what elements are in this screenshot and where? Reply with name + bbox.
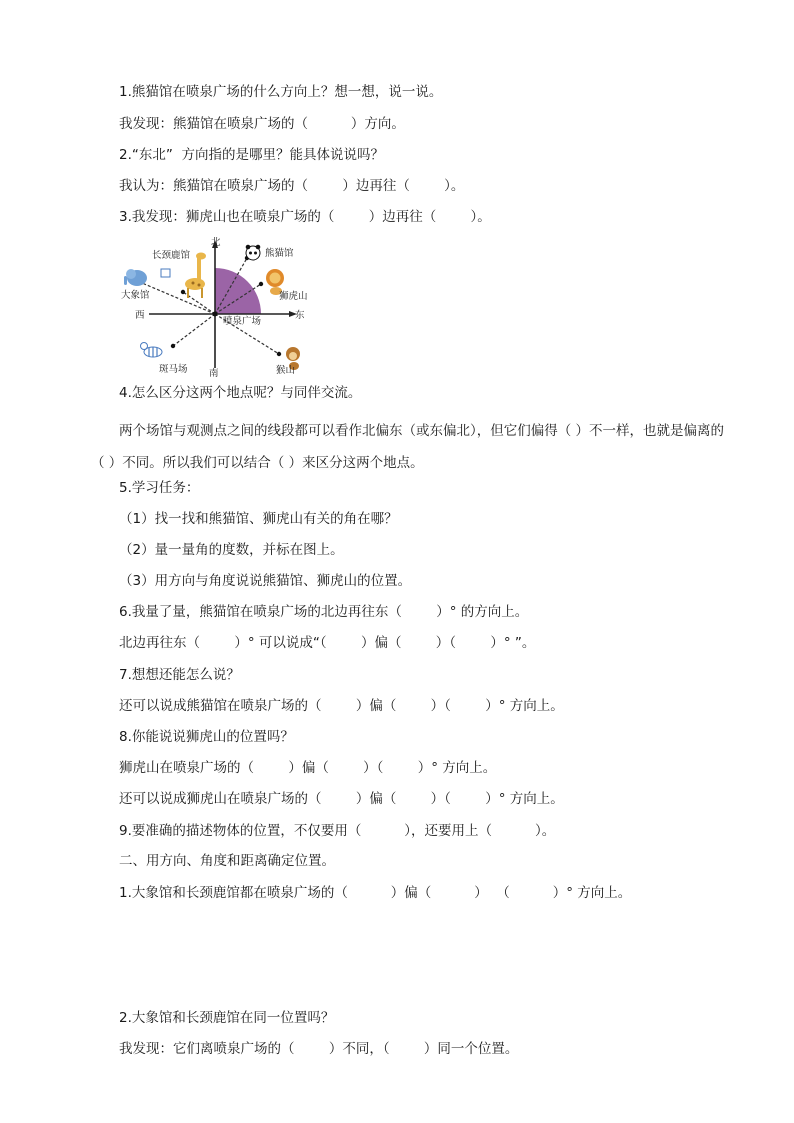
- label-west: 西: [135, 310, 145, 321]
- answer-8b: 还可以说成狮虎山在喷泉广场的（ ）偏（ ）（ ）° 方向上。: [119, 791, 564, 807]
- question-7: 7.想想还能怎么说？: [119, 667, 240, 683]
- question-2: 2.“东北” 方向指的是哪里？能具体说说吗？: [119, 147, 384, 163]
- label-zebra: 斑马场: [159, 364, 188, 375]
- label-center: 喷泉广场: [223, 316, 262, 327]
- answer-2: 我认为：熊猫馆在喷泉广场的（ ）边再往（ ）。: [119, 178, 465, 194]
- label-south: 南: [209, 368, 219, 378]
- question-4: 4.怎么区分这两个地点呢？与同伴交流。: [119, 385, 362, 401]
- center-dot: [213, 312, 218, 317]
- label-north: 北: [211, 237, 221, 248]
- lion-dot: [259, 282, 263, 286]
- label-lion: 狮虎山: [279, 291, 308, 302]
- section-2-answer: 我发现：它们离喷泉广场的（ ）不同，（ ）同一个位置。: [119, 1041, 519, 1057]
- question-1: 1.熊猫馆在喷泉广场的什么方向上？想一想，说一说。: [119, 84, 443, 100]
- answer-8a: 狮虎山在喷泉广场的（ ）偏（ ）（ ）° 方向上。: [119, 760, 497, 776]
- zebra-icon: [141, 343, 163, 358]
- question-9: 9.要准确的描述物体的位置，不仅要用（ ），还要用上（ ）。: [119, 823, 556, 839]
- task-1: （1）找一找和熊猫馆、狮虎山有关的角在哪？: [119, 511, 398, 527]
- label-panda: 熊猫馆: [265, 248, 294, 259]
- direction-diagram: [115, 236, 325, 378]
- answer-7: 还可以说成熊猫馆在喷泉广场的（ ）偏（ ）（ ）° 方向上。: [119, 698, 564, 714]
- task-3: （3）用方向与角度说说熊猫馆、狮虎山的位置。: [119, 573, 412, 589]
- zebra-dot: [171, 344, 175, 348]
- panda-icon: [246, 245, 261, 260]
- label-east: 东: [295, 310, 305, 321]
- label-elephant: 大象馆: [121, 290, 150, 301]
- elephant-icon: [124, 269, 170, 286]
- label-monkey: 猴山: [276, 365, 296, 376]
- task-2: （2）量一量角的度数，并标在图上。: [119, 542, 344, 558]
- line-to-zebra: [173, 314, 215, 346]
- paragraph-compare: 两个场馆与观测点之间的线段都可以看作北偏东（或东偏北），但它们偏得（ ）不一样，也就是偏离的（ ）不同。所以我们可以结合（ ）来区分这两个地点。: [91, 423, 725, 471]
- section-2-q2: 2.大象馆和长颈鹿馆在同一位置吗？: [119, 1010, 335, 1026]
- answer-6: 北边再往东（ ）° 可以说成“（ ）偏（ ）（ ）° ”。: [119, 635, 536, 651]
- task-heading: 5.学习任务：: [119, 480, 200, 496]
- label-giraffe: 长颈鹿馆: [152, 250, 191, 261]
- section-2-heading: 二、用方向、角度和距离确定位置。: [119, 853, 335, 869]
- question-8: 8.你能说说狮虎山的位置吗？: [119, 729, 294, 745]
- section-2-q1: 1.大象馆和长颈鹿馆都在喷泉广场的（ ）偏（ ） （ ）° 方向上。: [119, 885, 632, 901]
- question-6: 6.我量了量，熊猫馆在喷泉广场的北边再往东（ ）° 的方向上。: [119, 604, 529, 620]
- giraffe-dot: [181, 290, 185, 294]
- question-3: 3.我发现：狮虎山也在喷泉广场的（ ）边再往（ ）。: [119, 209, 491, 225]
- answer-1: 我发现：熊猫馆在喷泉广场的（ ）方向。: [119, 116, 405, 132]
- monkey-dot: [277, 352, 281, 356]
